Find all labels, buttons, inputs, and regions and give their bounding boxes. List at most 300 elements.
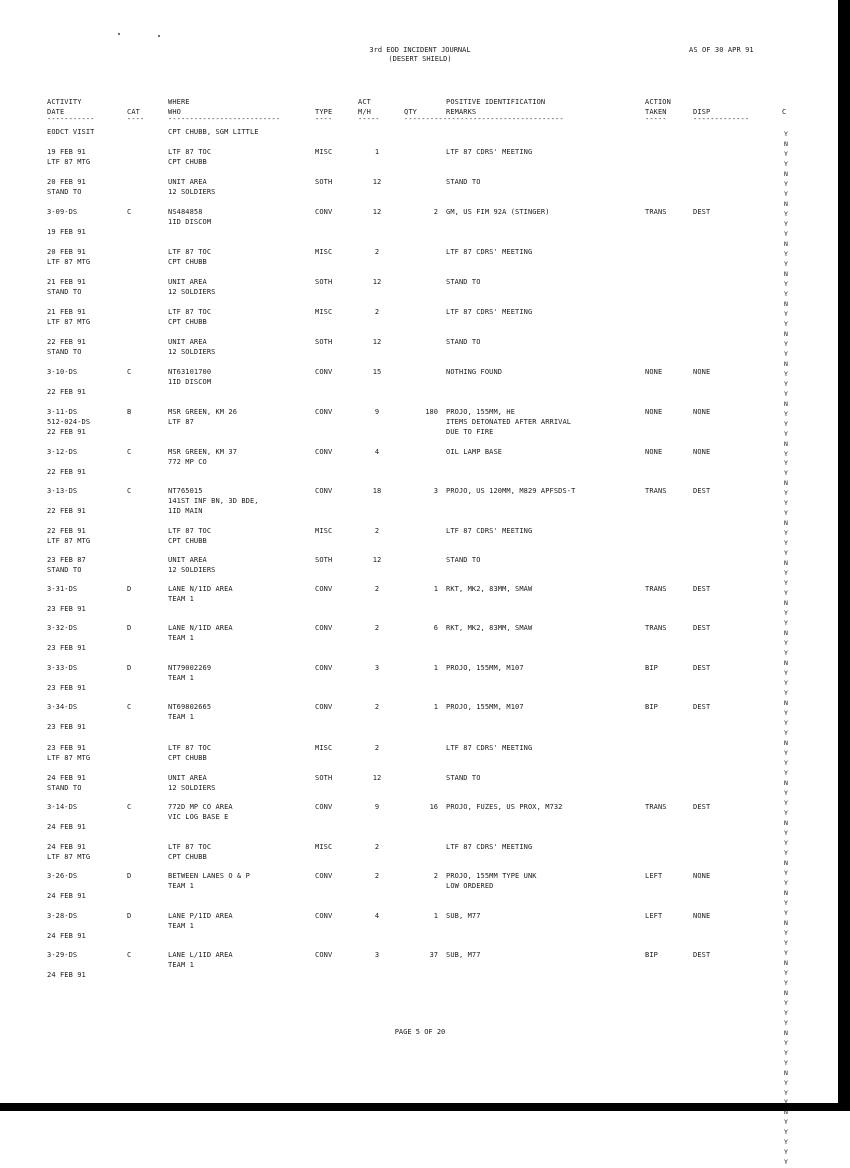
location: MSR GREEN, KM 26 xyxy=(168,408,238,416)
header-date: DATE xyxy=(47,108,65,116)
side-flag: Y xyxy=(784,149,788,158)
unit: CPT CHUBB xyxy=(168,754,207,762)
incident-type: CONV xyxy=(315,487,333,495)
side-flag: Y xyxy=(784,998,788,1007)
identification: LTF 87 CDRS' MEETING xyxy=(446,248,533,256)
scan-speck xyxy=(118,33,120,35)
side-flag: Y xyxy=(784,709,788,718)
side-flag: N xyxy=(784,699,788,708)
activity-detail: STAND TO xyxy=(47,566,82,574)
side-flag: Y xyxy=(784,1118,788,1127)
side-flag: N xyxy=(784,299,788,308)
side-flag: Y xyxy=(784,539,788,548)
unit: 141ST INF BN, 3D BDE, xyxy=(168,497,259,505)
identification: PROJO, US 120MM, M829 APFSDS-T xyxy=(446,487,576,495)
side-flag: N xyxy=(784,818,788,827)
quantity: 1 xyxy=(433,585,438,593)
side-flag: Y xyxy=(784,609,788,618)
activity-id: 20 FEB 91 xyxy=(47,248,86,256)
header-disp: DISP xyxy=(693,108,711,116)
disposition: DEST xyxy=(693,208,711,216)
man-hours: 2 xyxy=(374,843,380,851)
side-flag: N xyxy=(784,399,788,408)
side-flag: Y xyxy=(784,459,788,468)
side-flag: Y xyxy=(784,838,788,847)
side-flag: Y xyxy=(784,289,788,298)
identification: RKT, MK2, 83MM, SMAW xyxy=(446,585,533,593)
quantity: 16 xyxy=(429,803,438,811)
side-flag: N xyxy=(784,858,788,867)
quantity: 3 xyxy=(433,487,438,495)
header-activity: ACTIVITY xyxy=(47,98,82,106)
unit: LTF 87 xyxy=(168,418,194,426)
category: B xyxy=(127,408,132,416)
location: LTF 87 TOC xyxy=(168,744,212,752)
activity-id: 24 FEB 91 xyxy=(47,843,86,851)
location: UNIT AREA xyxy=(168,338,207,346)
quantity: 1 xyxy=(433,703,438,711)
side-flag: Y xyxy=(784,349,788,358)
unit-detail: 1ID MAIN xyxy=(168,507,203,515)
side-flag: Y xyxy=(784,179,788,188)
side-flag: Y xyxy=(784,619,788,628)
side-flag: Y xyxy=(784,1148,788,1157)
side-flag: Y xyxy=(784,499,788,508)
unit: 1ID DISCOM xyxy=(168,378,212,386)
side-flag: N xyxy=(784,269,788,278)
side-flag: N xyxy=(784,918,788,927)
side-flag: Y xyxy=(784,938,788,947)
side-flag: Y xyxy=(784,978,788,987)
action-taken: TRANS xyxy=(645,803,667,811)
side-flag: Y xyxy=(784,159,788,168)
activity-id: 21 FEB 91 xyxy=(47,278,86,286)
unit: VIC LOG BASE E xyxy=(168,813,229,821)
incident-type: MISC xyxy=(315,148,333,156)
side-flag: N xyxy=(784,359,788,368)
location: LTF 87 TOC xyxy=(168,308,212,316)
identification: PROJO, 155MM, M107 xyxy=(446,703,524,711)
remarks: LOW ORDERED xyxy=(446,882,494,890)
location: NT63101700 xyxy=(168,368,212,376)
quantity: 2 xyxy=(433,208,438,216)
activity-date: 23 FEB 91 xyxy=(47,644,86,652)
side-flag: N xyxy=(784,958,788,967)
header-remarks: REMARKS xyxy=(446,108,477,116)
side-flag: Y xyxy=(784,928,788,937)
activity-date: 24 FEB 91 xyxy=(47,892,86,900)
incident-type: CONV xyxy=(315,585,333,593)
side-flag: Y xyxy=(784,1008,788,1017)
quantity: 180 xyxy=(425,408,438,416)
side-flag: N xyxy=(784,439,788,448)
side-flag: Y xyxy=(784,379,788,388)
side-flag: Y xyxy=(784,769,788,777)
location: LANE L/1ID AREA xyxy=(168,951,233,959)
side-flag: N xyxy=(784,988,788,997)
category: C xyxy=(127,951,132,959)
side-flag: Y xyxy=(784,209,788,218)
activity-detail: STAND TO xyxy=(47,188,82,196)
action-taken: TRANS xyxy=(645,624,667,632)
header-action: ACTION xyxy=(645,98,671,106)
man-hours: 15 xyxy=(372,368,382,376)
action-taken: NONE xyxy=(645,368,663,376)
activity-date: 23 FEB 91 xyxy=(47,684,86,692)
unit: 12 SOLDIERS xyxy=(168,566,216,574)
activity-id: 20 FEB 91 xyxy=(47,178,86,186)
incident-type: CONV xyxy=(315,664,333,672)
header-rule-mh: ----- xyxy=(358,115,380,123)
location: MSR GREEN, KM 37 xyxy=(168,448,238,456)
quantity: 1 xyxy=(433,664,438,672)
side-flag: Y xyxy=(784,369,788,378)
side-flag: Y xyxy=(784,1128,788,1137)
action-taken: BIP xyxy=(645,703,658,711)
side-flag: Y xyxy=(784,1018,788,1027)
side-flag: Y xyxy=(784,259,788,268)
side-flag: N xyxy=(784,778,788,787)
incident-type: MISC xyxy=(315,843,333,851)
disposition: DEST xyxy=(693,487,711,495)
quantity: 6 xyxy=(433,624,438,632)
category: C xyxy=(127,703,132,711)
quantity: 1 xyxy=(433,912,438,920)
unit: TEAM 1 xyxy=(168,634,194,642)
side-flag: Y xyxy=(784,249,788,258)
activity-detail: STAND TO xyxy=(47,288,82,296)
man-hours: 12 xyxy=(372,338,382,346)
header-who: WHO xyxy=(168,108,181,116)
side-flag-column xyxy=(782,130,790,1168)
remarks: ITEMS DETONATED AFTER ARRIVAL xyxy=(446,418,572,426)
side-flag: N xyxy=(784,629,788,638)
side-flag: Y xyxy=(784,419,788,428)
incident-type: SOTH xyxy=(315,338,333,346)
side-flag: Y xyxy=(784,679,788,688)
incident-type: CONV xyxy=(315,951,333,959)
side-flag: Y xyxy=(784,589,788,598)
eodct-visit-who: CPT CHUBB, SGM LITTLE xyxy=(168,128,259,136)
location: LANE P/1ID AREA xyxy=(168,912,233,920)
unit: TEAM 1 xyxy=(168,961,194,969)
activity-id: 3-12-DS xyxy=(47,448,78,456)
action-taken: NONE xyxy=(645,408,663,416)
identification: GM, US FIM 92A (STINGER) xyxy=(446,208,550,216)
side-flag: Y xyxy=(784,319,788,328)
man-hours: 2 xyxy=(374,624,380,632)
category: D xyxy=(127,912,132,920)
unit: 12 SOLDIERS xyxy=(168,784,216,792)
category: D xyxy=(127,664,132,672)
man-hours: 4 xyxy=(374,448,380,456)
side-flag: N xyxy=(784,559,788,568)
location: NS484858 xyxy=(168,208,203,216)
journal-title: 3rd EOD INCIDENT JOURNAL xyxy=(369,46,471,54)
side-flag: Y xyxy=(784,1078,788,1087)
activity-date: 24 FEB 91 xyxy=(47,823,86,831)
activity-detail: LTF 87 MTG xyxy=(47,537,91,545)
activity-detail: LTF 87 MTG xyxy=(47,754,91,762)
page-number: PAGE 5 OF 20 xyxy=(394,1028,446,1036)
activity-detail: LTF 87 MTG xyxy=(47,318,91,326)
unit: 12 SOLDIERS xyxy=(168,348,216,356)
activity-id: 3-09-DS xyxy=(47,208,78,216)
identification: STAND TO xyxy=(446,338,481,346)
side-flag: N xyxy=(784,888,788,897)
activity-id: 23 FEB 91 xyxy=(47,744,86,752)
disposition: NONE xyxy=(693,408,711,416)
location: LTF 87 TOC xyxy=(168,248,212,256)
location: UNIT AREA xyxy=(168,556,207,564)
incident-type: MISC xyxy=(315,744,333,752)
side-flag: Y xyxy=(784,409,788,418)
category: D xyxy=(127,585,132,593)
incident-type: SOTH xyxy=(315,556,333,564)
side-flag: Y xyxy=(784,509,788,518)
activity-date: 22 FEB 91 xyxy=(47,428,86,436)
activity-id: 19 FEB 91 xyxy=(47,148,86,156)
activity-id: 3-11-DS xyxy=(47,408,78,416)
side-flag: N xyxy=(784,1108,788,1117)
location: BETWEEN LANES O & P xyxy=(168,872,250,880)
unit: CPT CHUBB xyxy=(168,318,207,326)
action-taken: BIP xyxy=(645,664,658,672)
unit: TEAM 1 xyxy=(168,922,194,930)
man-hours: 12 xyxy=(372,774,382,782)
side-flag: Y xyxy=(784,868,788,877)
incident-type: CONV xyxy=(315,448,333,456)
man-hours: 12 xyxy=(372,278,382,286)
location: LTF 87 TOC xyxy=(168,843,212,851)
identification: STAND TO xyxy=(446,278,481,286)
incident-type: SOTH xyxy=(315,774,333,782)
disposition: DEST xyxy=(693,803,711,811)
identification: PROJO, 155MM, HE xyxy=(446,408,516,416)
unit: 12 SOLDIERS xyxy=(168,188,216,196)
header-taken: TAKEN xyxy=(645,108,667,116)
side-flag: N xyxy=(784,1028,788,1037)
identification: OIL LAMP BASE xyxy=(446,448,503,456)
header-cat: CAT xyxy=(127,108,140,116)
man-hours: 12 xyxy=(372,208,382,216)
man-hours: 2 xyxy=(374,872,380,880)
activity-date: 23 FEB 91 xyxy=(47,605,86,613)
side-flag: Y xyxy=(784,219,788,228)
side-flag: Y xyxy=(784,759,788,768)
side-flag: Y xyxy=(784,828,788,837)
incident-type: CONV xyxy=(315,624,333,632)
side-flag: Y xyxy=(784,569,788,578)
identification: LTF 87 CDRS' MEETING xyxy=(446,308,533,316)
incident-type: CONV xyxy=(315,703,333,711)
activity-id: 3-10-DS xyxy=(47,368,78,376)
incident-type: SOTH xyxy=(315,178,333,186)
header-rule-disp: ------------- xyxy=(693,115,750,123)
location: LANE N/1ID AREA xyxy=(168,624,233,632)
unit: TEAM 1 xyxy=(168,595,194,603)
incident-type: CONV xyxy=(315,408,333,416)
man-hours: 1 xyxy=(374,148,380,156)
side-flag: Y xyxy=(784,719,788,728)
activity-id: 3-28-DS xyxy=(47,912,78,920)
side-flag: Y xyxy=(784,579,788,588)
unit: 772 MP CO xyxy=(168,458,207,466)
category: C xyxy=(127,368,132,376)
unit: CPT CHUBB xyxy=(168,537,207,545)
action-taken: NONE xyxy=(645,448,663,456)
remarks-continued: DUE TO FIRE xyxy=(446,428,494,436)
identification: PROJO, FUZES, US PROX, M732 xyxy=(446,803,563,811)
side-flag: N xyxy=(784,659,788,668)
activity-detail: LTF 87 MTG xyxy=(47,158,91,166)
side-flag: N xyxy=(784,169,788,178)
activity-date: 19 FEB 91 xyxy=(47,228,86,236)
header-rule-action: ----- xyxy=(645,115,667,123)
action-taken: TRANS xyxy=(645,487,667,495)
identification: PROJO, 155MM, M107 xyxy=(446,664,524,672)
journal-subtitle: (DESERT SHIELD) xyxy=(388,55,452,63)
identification: SUB, M77 xyxy=(446,951,481,959)
disposition: DEST xyxy=(693,951,711,959)
activity-id: 3-33-DS xyxy=(47,664,78,672)
side-flag: Y xyxy=(784,1138,788,1147)
category: D xyxy=(127,872,132,880)
disposition: DEST xyxy=(693,664,711,672)
incident-type: MISC xyxy=(315,308,333,316)
identification: SUB, M77 xyxy=(446,912,481,920)
location: UNIT AREA xyxy=(168,774,207,782)
side-flag: Y xyxy=(784,469,788,478)
side-flag: Y xyxy=(784,749,788,758)
activity-id: 22 FEB 91 xyxy=(47,338,86,346)
location: LANE N/1ID AREA xyxy=(168,585,233,593)
activity-id: 3-14-DS xyxy=(47,803,78,811)
disposition: NONE xyxy=(693,368,711,376)
identification: LTF 87 CDRS' MEETING xyxy=(446,148,533,156)
scan-border-bottom xyxy=(0,1103,850,1111)
incident-type: CONV xyxy=(315,803,333,811)
man-hours: 12 xyxy=(372,556,382,564)
side-flag: N xyxy=(784,1068,788,1077)
side-flag: Y xyxy=(784,529,788,538)
eodct-visit-label: EODCT VISIT xyxy=(47,128,95,136)
incident-type: CONV xyxy=(315,208,333,216)
action-taken: TRANS xyxy=(645,208,667,216)
side-flag: N xyxy=(784,599,788,608)
man-hours: 2 xyxy=(374,703,380,711)
location: UNIT AREA xyxy=(168,178,207,186)
header-c: C xyxy=(782,108,787,116)
category: C xyxy=(127,208,132,216)
identification: PROJO, 155MM TYPE UNK xyxy=(446,872,537,880)
activity-id: 22 FEB 91 xyxy=(47,527,86,535)
man-hours: 9 xyxy=(374,803,380,811)
location: LTF 87 TOC xyxy=(168,527,212,535)
disposition: NONE xyxy=(693,448,711,456)
location: 772D MP CO AREA xyxy=(168,803,233,811)
category: C xyxy=(127,487,132,495)
header-mh: M/H xyxy=(358,108,371,116)
side-flag: N xyxy=(784,139,788,148)
incident-type: CONV xyxy=(315,912,333,920)
action-taken: LEFT xyxy=(645,912,663,920)
disposition: DEST xyxy=(693,703,711,711)
activity-id: 3-29-DS xyxy=(47,951,78,959)
side-flag: Y xyxy=(784,1088,788,1097)
header-qty: QTY xyxy=(404,108,417,116)
side-flag: Y xyxy=(784,189,788,198)
category: C xyxy=(127,803,132,811)
activity-detail: LTF 87 MTG xyxy=(47,258,91,266)
side-flag: Y xyxy=(784,649,788,658)
disposition: DEST xyxy=(693,624,711,632)
side-flag: Y xyxy=(784,489,788,498)
identification: RKT, MK2, 83MM, SMAW xyxy=(446,624,533,632)
activity-date: 22 FEB 91 xyxy=(47,507,86,515)
header-where: WHERE xyxy=(168,98,190,106)
side-flag: Y xyxy=(784,878,788,887)
side-flag: Y xyxy=(784,729,788,738)
activity-id: 3-32-DS xyxy=(47,624,78,632)
header-positive-id: POSITIVE IDENTIFICATION xyxy=(446,98,546,106)
header-rule-type: ---- xyxy=(315,115,333,123)
side-flag: Y xyxy=(784,898,788,907)
header-rule-cat: ---- xyxy=(127,115,145,123)
side-flag: N xyxy=(784,239,788,248)
identification: NOTHING FOUND xyxy=(446,368,503,376)
side-flag: Y xyxy=(784,669,788,678)
scan-border-right xyxy=(838,0,850,1111)
unit: TEAM 1 xyxy=(168,713,194,721)
side-flag: Y xyxy=(784,1038,788,1047)
side-flag: Y xyxy=(784,229,788,238)
side-flag: Y xyxy=(784,1048,788,1057)
location: UNIT AREA xyxy=(168,278,207,286)
side-flag: Y xyxy=(784,848,788,857)
disposition: DEST xyxy=(693,585,711,593)
quantity: 2 xyxy=(433,872,438,880)
side-flag: Y xyxy=(784,788,788,797)
man-hours: 4 xyxy=(374,912,380,920)
activity-id: 24 FEB 91 xyxy=(47,774,86,782)
activity-id: 23 FEB 87 xyxy=(47,556,86,564)
side-flag: Y xyxy=(784,429,788,438)
side-flag: Y xyxy=(784,309,788,318)
category: C xyxy=(127,448,132,456)
header-rule-where: -------------------------- xyxy=(168,115,281,123)
activity-id: 21 FEB 91 xyxy=(47,308,86,316)
side-flag: Y xyxy=(784,549,788,558)
side-flag: Y xyxy=(784,639,788,648)
side-flag: Y xyxy=(784,339,788,348)
action-taken: TRANS xyxy=(645,585,667,593)
identification: LTF 87 CDRS' MEETING xyxy=(446,843,533,851)
side-flag: Y xyxy=(784,948,788,957)
unit: CPT CHUBB xyxy=(168,258,207,266)
man-hours: 2 xyxy=(374,585,380,593)
action-taken: LEFT xyxy=(645,872,663,880)
activity-detail: STAND TO xyxy=(47,348,82,356)
side-flag: Y xyxy=(784,130,788,138)
side-flag: Y xyxy=(784,968,788,977)
incident-type: CONV xyxy=(315,872,333,880)
location: NT765015 xyxy=(168,487,203,495)
side-flag: N xyxy=(784,329,788,338)
activity-date: 22 FEB 91 xyxy=(47,468,86,476)
side-flag: Y xyxy=(784,1058,788,1067)
identification: LTF 87 CDRS' MEETING xyxy=(446,744,533,752)
